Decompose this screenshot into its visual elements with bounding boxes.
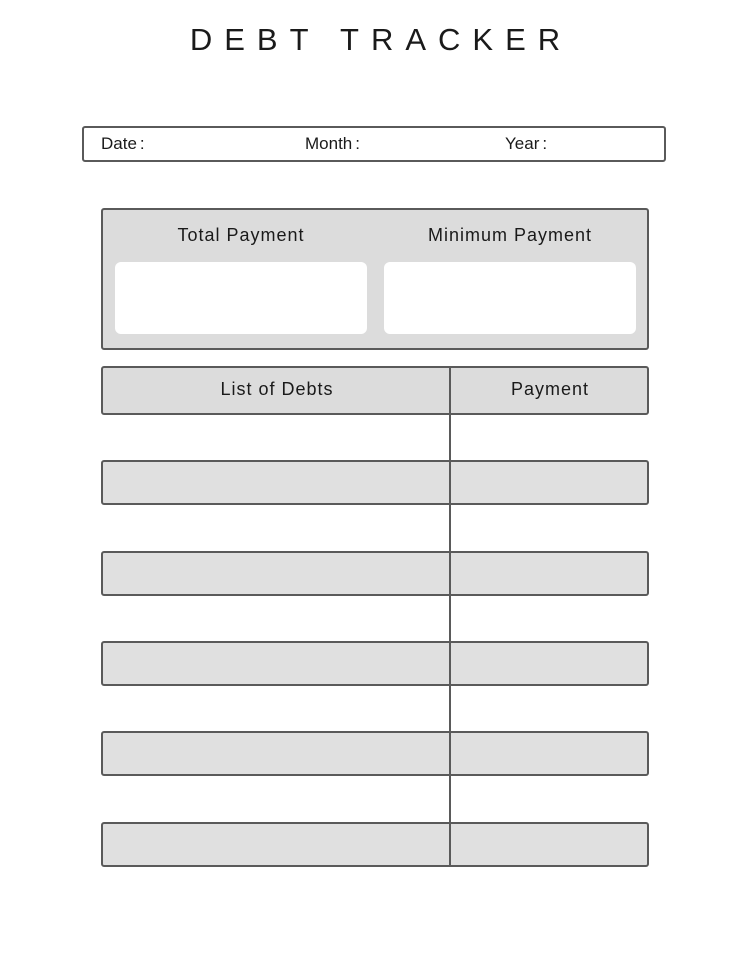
table-row — [101, 505, 649, 550]
payment-cell[interactable] — [451, 415, 645, 460]
minimum-payment-box[interactable] — [384, 262, 636, 334]
payment-cell[interactable] — [453, 733, 647, 774]
table-row — [101, 596, 649, 641]
year-field[interactable] — [505, 134, 664, 156]
header-list-of-debts: List of Debts — [220, 379, 334, 399]
column-divider — [449, 366, 451, 866]
table-row — [101, 551, 649, 596]
month-label: Month — [305, 134, 353, 153]
payment-cell[interactable] — [453, 553, 647, 594]
month-input[interactable] — [366, 134, 486, 154]
total-payment-box[interactable] — [115, 262, 367, 334]
debt-cell[interactable] — [101, 686, 447, 731]
month-field[interactable] — [305, 134, 486, 156]
table-row — [101, 686, 649, 731]
payment-cell[interactable] — [453, 824, 647, 865]
payment-cell[interactable] — [451, 686, 645, 731]
table-row — [101, 731, 649, 776]
payment-cell[interactable] — [451, 505, 645, 550]
date-label: Date — [101, 134, 137, 153]
debt-cell[interactable] — [101, 596, 447, 641]
debt-cell[interactable] — [101, 415, 447, 460]
table-row — [101, 415, 649, 460]
year-colon: : — [542, 134, 548, 153]
table-row — [101, 822, 649, 867]
debt-cell[interactable] — [103, 733, 449, 774]
date-field[interactable] — [101, 134, 271, 156]
payment-summary — [101, 208, 649, 350]
payment-cell[interactable] — [451, 777, 645, 822]
debt-cell[interactable] — [103, 643, 449, 684]
debt-cell[interactable] — [101, 505, 447, 550]
debt-cell[interactable] — [103, 553, 449, 594]
payment-cell[interactable] — [453, 643, 647, 684]
minimum-payment-label: Minimum Payment — [427, 225, 593, 245]
page-title: DEBT TRACKER — [189, 22, 573, 57]
table-row — [101, 777, 649, 822]
total-payment-label: Total Payment — [177, 225, 305, 245]
table-header — [101, 366, 649, 415]
month-colon: : — [355, 134, 360, 153]
table-row — [101, 641, 649, 686]
debt-cell[interactable] — [101, 777, 447, 822]
debt-cell[interactable] — [103, 824, 449, 865]
year-input[interactable] — [511, 154, 631, 174]
date-bar — [82, 126, 666, 162]
payment-cell[interactable] — [453, 462, 647, 503]
debt-cell[interactable] — [103, 462, 449, 503]
header-payment: Payment — [510, 379, 590, 399]
date-colon: : — [139, 134, 145, 153]
date-input[interactable] — [151, 134, 271, 154]
payment-cell[interactable] — [451, 596, 645, 641]
year-label: Year — [505, 134, 540, 153]
table-row — [101, 460, 649, 505]
